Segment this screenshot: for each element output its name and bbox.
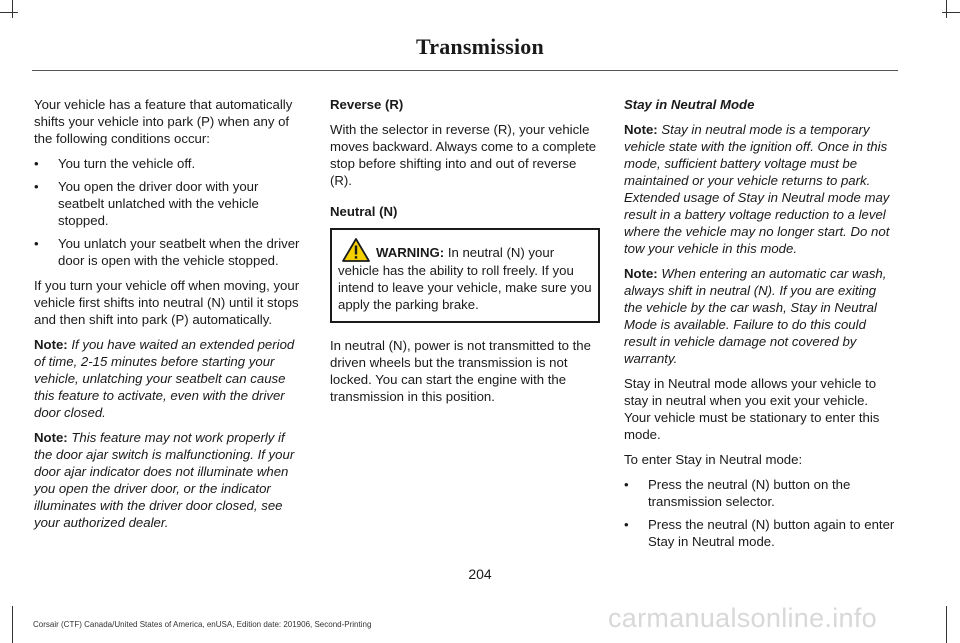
list-item: • Press the neutral (N) button on the transmission selector. xyxy=(624,477,851,509)
column-2 xyxy=(330,96,600,413)
note-extended-period: Note: If you have waited an extended period of time, 2-15 minutes before starting your vehicle, unlatching your seatbelt can cause this feature to activate, even with the driver door closed. xyxy=(34,337,295,420)
note-door-ajar: Note: This feature may not work properly if the door ajar switch is malfunctioning. If your door ajar indicator does not illuminate when you open the driver door, or the indicator illuminates with the driver door closed, see your authorized dealer. xyxy=(34,430,295,530)
list-item: • You turn the vehicle off. xyxy=(34,156,196,171)
warning-box xyxy=(330,228,600,323)
enter-mode-paragraph: To enter Stay in Neutral mode: xyxy=(624,452,803,467)
neutral-paragraph: In neutral (N), power is not transmitted to the driven wheels but the transmission is not locked. You can start the engine with the transmission in this position. xyxy=(330,338,591,404)
bullet-glyph: • xyxy=(624,477,629,492)
reverse-paragraph: With the selector in reverse (R), your vehicle moves backward. Always come to a complete stop before shifting into and out of reverse (R). xyxy=(330,122,597,188)
crop-mark xyxy=(946,0,947,18)
note-car-wash: Note: When entering an automatic car wash, always shift in neutral (N). If you are exiting the vehicle by the car wash, Stay in Neutral Mode is available. Failure to do this could result in vehicle damage not covered by warranty. xyxy=(624,266,887,366)
auto-park-conditions-list xyxy=(34,155,306,269)
shift-neutral-paragraph: If you turn your vehicle off when moving, your vehicle first shifts into neutral (N) until it stops and then shift into park (P) automatically. xyxy=(34,278,300,327)
bullet-glyph: • xyxy=(34,156,39,171)
crop-mark xyxy=(946,606,947,643)
list-item: • Press the neutral (N) button again to enter Stay in Neutral mode. xyxy=(624,517,895,549)
crop-mark xyxy=(0,12,18,13)
bullet-glyph: • xyxy=(34,236,39,251)
column-3 xyxy=(624,96,896,558)
page-title: Transmission xyxy=(416,34,544,59)
footer-edition-info: Corsair (CTF) Canada/United States of America, enUSA, Edition date: 201906, Second-Printing xyxy=(33,620,372,629)
stay-neutral-paragraph: Stay in Neutral mode allows your vehicle to stay in neutral when you exit your vehicle. Your vehicle must be stationary to enter this mode. xyxy=(624,376,880,442)
neutral-heading: Neutral (N) xyxy=(330,204,398,219)
warning-triangle-icon xyxy=(342,238,370,262)
enter-mode-steps-list xyxy=(624,476,896,550)
crop-mark xyxy=(12,606,13,643)
page-number: 204 xyxy=(468,566,492,582)
intro-paragraph: Your vehicle has a feature that automatically shifts your vehicle into park (P) when any of the following conditions occur: xyxy=(34,97,293,146)
bullet-glyph: • xyxy=(624,517,629,532)
bullet-glyph: • xyxy=(34,179,39,194)
warning-text: In neutral (N) your vehicle has the ability to roll freely. If you intend to leave your vehicle, make sure you apply the parking brake. xyxy=(338,245,592,312)
stay-neutral-heading: Stay in Neutral Mode xyxy=(624,97,755,112)
column-1 xyxy=(34,96,306,539)
note-temporary-state: Note: Stay in neutral mode is a temporary vehicle state with the ignition off. Once in this mode, sufficient battery voltage must be maintained or your vehicle returns to park. Extended usage of Stay in Neutral mode may result in a battery voltage reduction to a level where the vehicle may no longer start. Do not tow your vehicle in this mode. xyxy=(624,122,890,256)
crop-mark xyxy=(942,12,960,13)
watermark: carmanualsonline.info xyxy=(608,603,877,633)
list-item: • You unlatch your seatbelt when the driver door is open with the vehicle stopped. xyxy=(34,236,300,268)
header-divider xyxy=(32,70,898,71)
list-item: • You open the driver door with your seatbelt unlatched with the vehicle stopped. xyxy=(34,179,259,228)
reverse-heading: Reverse (R) xyxy=(330,97,404,112)
warning-label: WARNING: xyxy=(376,245,445,260)
crop-mark xyxy=(12,0,13,18)
